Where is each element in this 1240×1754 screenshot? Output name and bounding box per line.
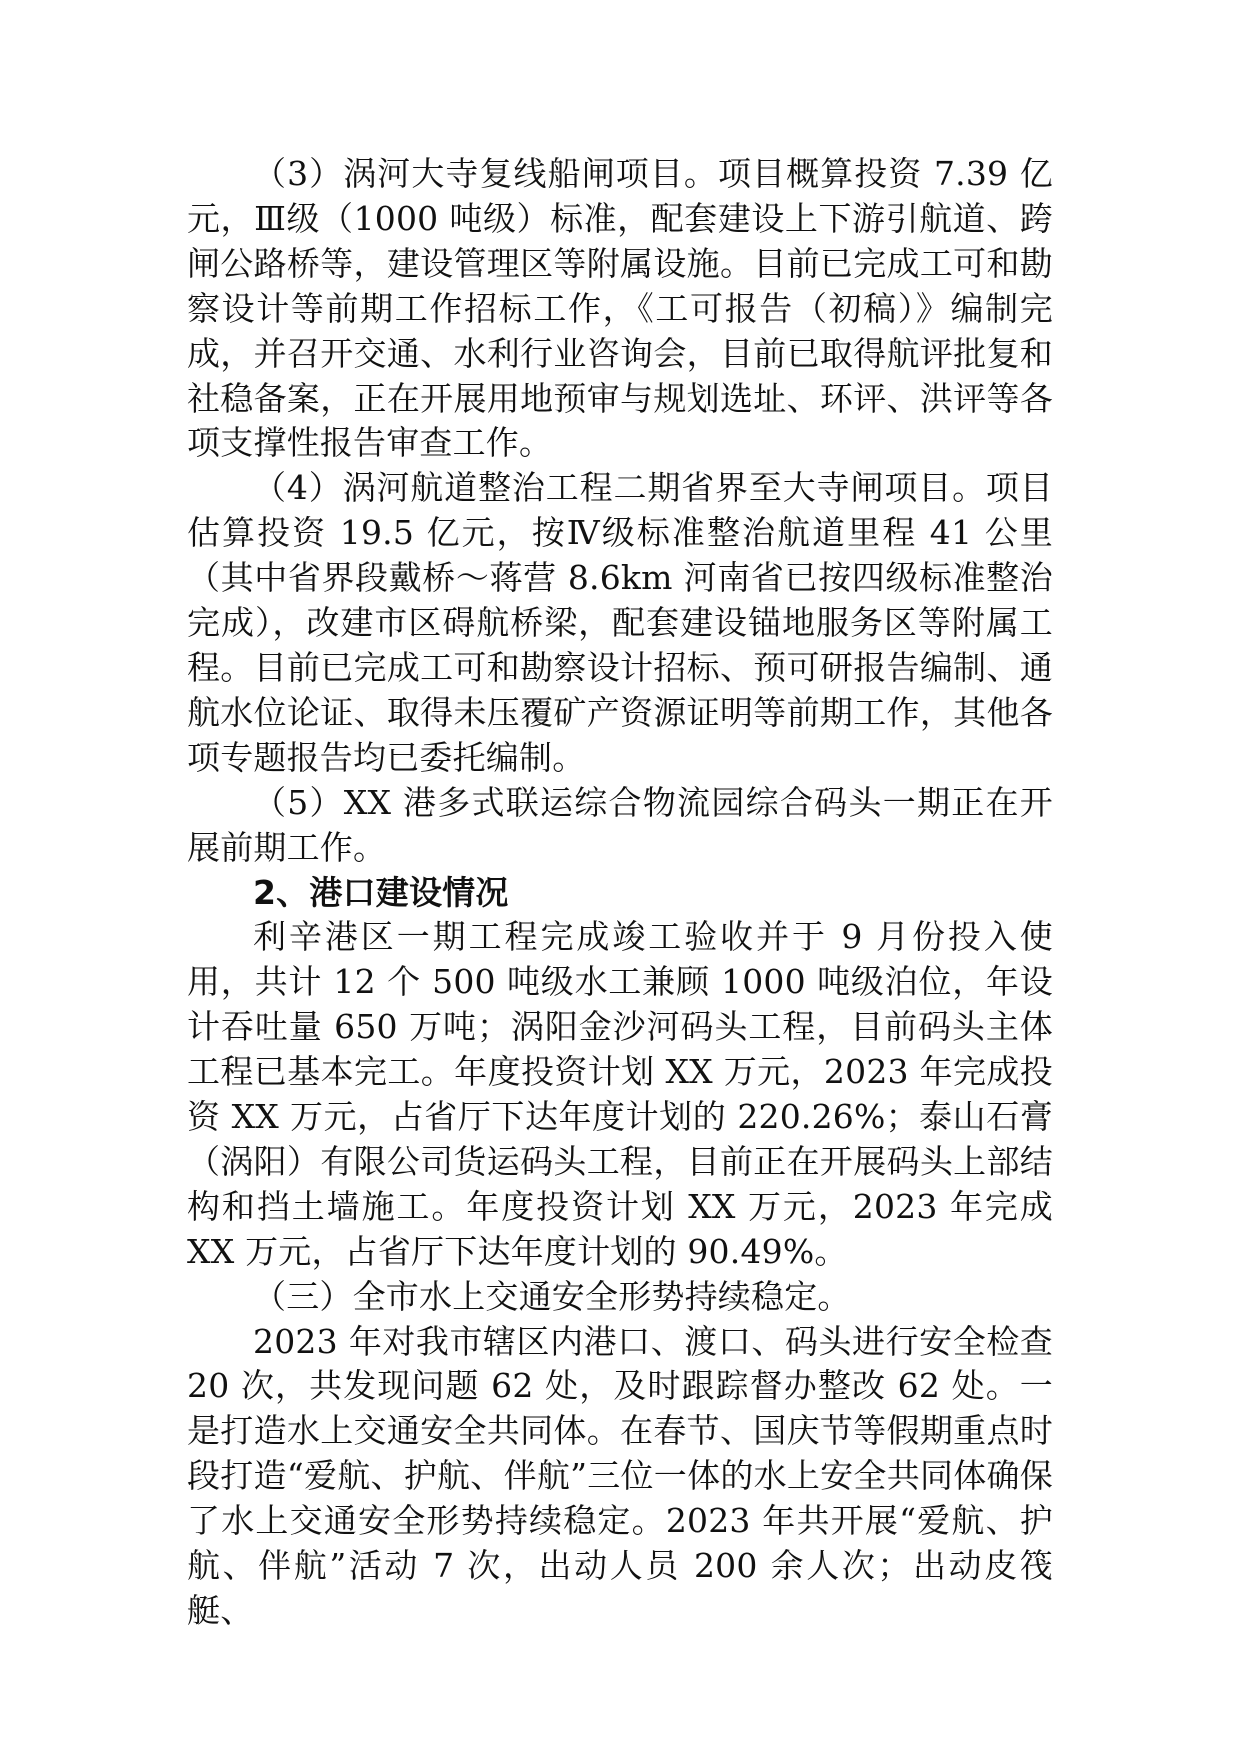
safety-paragraph: 2023 年对我市辖区内港口、渡口、码头进行安全检查 20 次，共发现问题 62 处，及时跟踪督办整改 62 处。一是打造水上交通安全共同体。在春节、国庆节等假期重点时段打造“爱航、护航、伴航”三位一体的水上安全共同体确保了水上交通安全形势持续稳定。2023 年共开展“爱航、护航、伴航”活动 7 次，出动人员 200 余人次；出动皮筏艇、 bbox=[187, 1321, 1053, 1630]
port-construction-paragraph: 利辛港区一期工程完成竣工验收并于 9 月份投入使用，共计 12 个 500 吨级水工兼顾 1000 吨级泊位，年设计吞吐量 650 万吨；涡阳金沙河码头工程，目前码头主体工程已基本完工。年度投资计划 XX 万元，2023 年完成投资 XX 万元，占省厅下达年度计划的 220.26%；泰山石膏（涡阳）有限公司货运码头工程，目前正在开展码头上部结构和挡土墙施工。年度投资计划 XX 万元，2023 年完成 XX 万元，占省厅下达年度计划的 90.49%。 bbox=[187, 917, 1053, 1271]
document-body bbox=[187, 152, 1053, 1634]
section-heading-port-construction: 2、港口建设情况 bbox=[253, 872, 509, 912]
paragraph-item-3: （3）涡河大寺复线船闸项目。项目概算投资 7.39 亿元，Ⅲ级（1000 吨级）标准，配套建设上下游引航道、跨闸公路桥等，建设管理区等附属设施。目前已完成工可和勘察设计等前期工作招标工作，《工可报告（初稿）》编制完成，并召开交通、水利行业咨询会，目前已取得航评批复和社稳备案，正在开展用地预审与规划选址、环评、洪评等各项支撑性报告审查工作。 bbox=[187, 154, 1053, 463]
paragraph-item-5: （5）XX 港多式联运综合物流园综合码头一期正在开展前期工作。 bbox=[187, 782, 1053, 867]
safety-section-heading: （三）全市水上交通安全形势持续稳定。 bbox=[253, 1276, 851, 1316]
paragraph-item-4: （4）涡河航道整治工程二期省界至大寺闸项目。项目估算投资 19.5 亿元，按Ⅳ级标准整治航道里程 41 公里（其中省界段戴桥～蒋营 8.6km 河南省已按四级标准整治完成），改建市区碍航桥梁，配套建设锚地服务区等附属工程。目前已完成工可和勘察设计招标、预可研报告编制、通航水位论证、取得未压覆矿产资源证明等前期工作，其他各项专题报告均已委托编制。 bbox=[187, 468, 1053, 777]
